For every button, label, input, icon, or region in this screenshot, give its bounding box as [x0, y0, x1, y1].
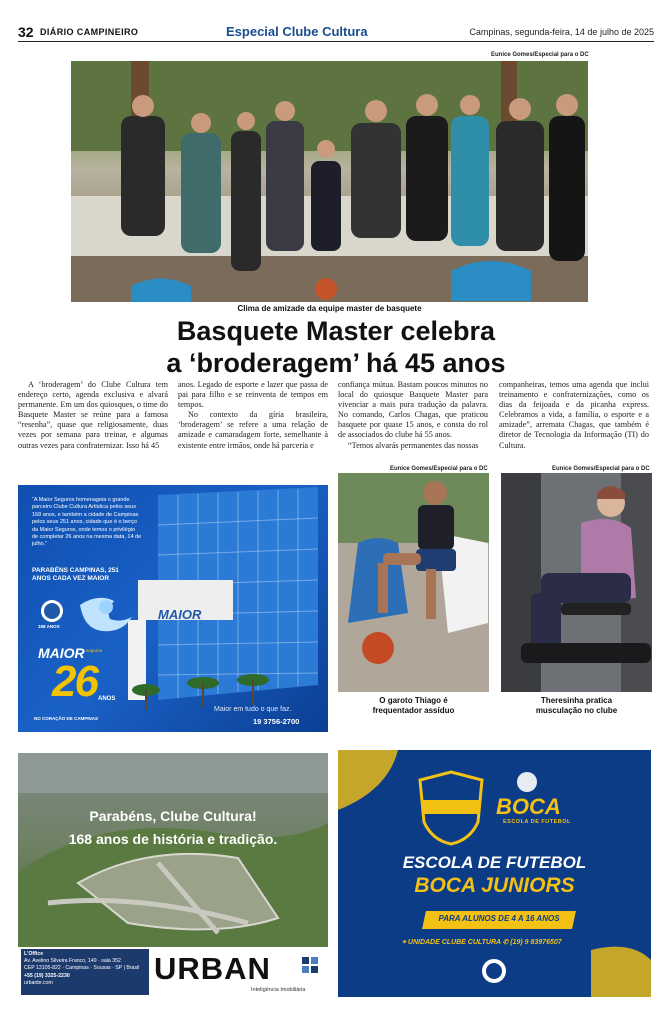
maior-footer-note: NO CORAÇÃO DE CAMPINAS	[34, 716, 99, 721]
boca-location: UNIDADE CLUBE CULTURA	[407, 939, 501, 946]
urban-logo: URBAN	[154, 951, 271, 986]
article-column-2	[178, 380, 328, 451]
maior-phone: 19 3756-2700	[253, 717, 300, 726]
article-headline	[18, 315, 654, 379]
urban-ad[interactable]	[18, 753, 328, 997]
office-name: L'Office	[24, 951, 44, 957]
urban-office-info	[21, 949, 149, 995]
thiago-caption-line-1: O garoto Thiago é	[379, 696, 448, 705]
page-number: 32	[18, 24, 34, 40]
theresinha-photo-credit: Eunice Gomes/Especial para o DC	[552, 466, 650, 472]
urban-aerial-illustration	[18, 753, 328, 947]
boca-logo-sub: ESCOLA DE FUTEBOL	[503, 819, 571, 825]
maior-slogan: Maior em tudo o que faz.	[214, 706, 292, 713]
boca-age-text: PARA ALUNOS DE 4 A 16 ANOS	[438, 914, 560, 923]
cultura-seal-icon	[481, 958, 507, 984]
article-paragraph: companheiras, temos uma agenda que inclui treinamento e confraternizações, como os dias da feijoada e da picanha express. Celebramos a vida, a família, o esporte e a amizade”, arremata Chagas, que também é diretor de Tecnologia da Informação (TI) do Cultura.	[499, 380, 649, 450]
maior-logo: MAIOR	[38, 645, 85, 661]
boca-phone[interactable]: (19) 9 83976507	[510, 939, 562, 946]
main-photo-credit: Eunice Gomes/Especial para o DC	[491, 52, 589, 58]
article-column-3	[338, 380, 488, 451]
location-pin-icon: ⌖	[402, 939, 408, 946]
maior-logo-sub: seguros	[86, 648, 103, 653]
article-column-4	[499, 380, 649, 451]
main-photo	[71, 61, 588, 302]
office-phone: +55 (19) 3325-2230	[24, 972, 70, 979]
building-sign: MAIOR	[158, 607, 202, 622]
cabj-badge-text: CABJ	[434, 783, 468, 797]
maior-congrats: PARABÉNS CAMPINAS, 251 ANOS CADA VEZ MAIOR	[32, 567, 119, 582]
theresinha-photo	[501, 473, 652, 692]
maior-anniversary-label: ANOS	[98, 696, 116, 702]
office-address: Av. Avelino Silveira Franco, 149 · sala 352	[24, 958, 121, 965]
urban-tagline: Inteligência Imobiliária	[251, 987, 306, 993]
boca-contact	[402, 939, 562, 947]
cultura-seal-label: 168 ANOS	[38, 624, 60, 629]
article-paragraph: No contexto da gíria brasileira, ‘broderagem’ se refere a uma relação de amizade e camaradagem forte, semelhante à existente entre irmãos, onde há parceria e	[178, 410, 328, 450]
theresinha-caption	[501, 696, 652, 716]
thiago-photo-illustration	[338, 473, 489, 692]
boca-title-line-1: ESCOLA DE FUTEBOL	[402, 853, 587, 872]
maior-seguros-ad[interactable]	[18, 485, 328, 732]
headline-line-2: a ‘broderagem’ há 45 anos	[166, 348, 506, 378]
boca-logo: BOCA	[496, 794, 561, 819]
article-paragraph: confiança mútua. Bastam poucos minutos no local do quiosque Basquete Master para vivenciar a mais pura tradução da palavra. No comando, Carlos Chagas, que praticou basquete por quase 15 anos, e consta do rol de associados do clube há 55 anos.	[338, 380, 488, 440]
team-photo-illustration	[71, 61, 588, 302]
newspaper-name: DIÁRIO CAMPINEIRO	[40, 27, 139, 37]
article-paragraph: A ‘broderagem’ do Clube Cultura tem endereço certo, agenda exclusiva e alvará permanente. Em um dos quiosques, o time do Basquete Master se reúne para a famosa “resenha”, quase que religiosamente, duas vezes por semana para treinar, e algumas outras vezes para confraternizar. Isso há 45	[18, 380, 168, 450]
page-header	[18, 24, 654, 42]
thiago-caption-line-2: frequentador assíduo	[372, 706, 455, 715]
issue-date: Campinas, segunda-feira, 14 de julho de 2025	[469, 27, 654, 37]
main-photo-caption: Clima de amizade da equipe master de basquete	[237, 304, 422, 313]
urban-line-1: Parabéns, Clube Cultura!	[89, 808, 257, 824]
thiago-caption	[338, 696, 489, 716]
cabj-shield-icon	[418, 770, 484, 846]
article-column-1	[18, 380, 168, 451]
urban-grid-icon	[302, 957, 318, 973]
maior-anniversary-number: 26	[52, 657, 97, 706]
office-site[interactable]: urbanbr.com	[24, 979, 53, 986]
thiago-photo	[338, 473, 489, 692]
whatsapp-icon: ✆	[502, 939, 511, 946]
boca-juniors-ad[interactable]	[338, 750, 651, 997]
article-paragraph: “Temos alvarás permanentes das nossas	[348, 440, 479, 450]
headline-line-1: Basquete Master celebra	[176, 316, 496, 346]
theresinha-caption-line-2: musculação no clube	[535, 706, 618, 715]
boca-title-line-2: BOCA JUNIORS	[414, 874, 575, 897]
office-city: CEP 13105-822 · Campinas · Sousas · SP | Brasil	[24, 965, 140, 972]
theresinha-photo-illustration	[501, 473, 652, 692]
thiago-photo-credit: Eunice Gomes/Especial para o DC	[390, 466, 488, 472]
article-paragraph: anos. Legado de esporte e lazer que passa de pai para filho e se reinventa de tempos em tempos.	[178, 380, 328, 410]
maior-message: “A Maior Seguros homenageia o grande parceiro Clube Cultura Artística pelos seus 168 anos, e também a cidade de Campinas pelos seus 251 anos, cidade que é o berço da Maior Seguros, onde temos o privilégio de completar 26 anos na mesma data, 14 de julho.”	[32, 497, 142, 548]
theresinha-caption-line-1: Theresinha pratica	[540, 696, 613, 705]
urban-line-2: 168 anos de história e tradição.	[68, 831, 278, 847]
section-title: Especial Clube Cultura	[226, 24, 368, 39]
